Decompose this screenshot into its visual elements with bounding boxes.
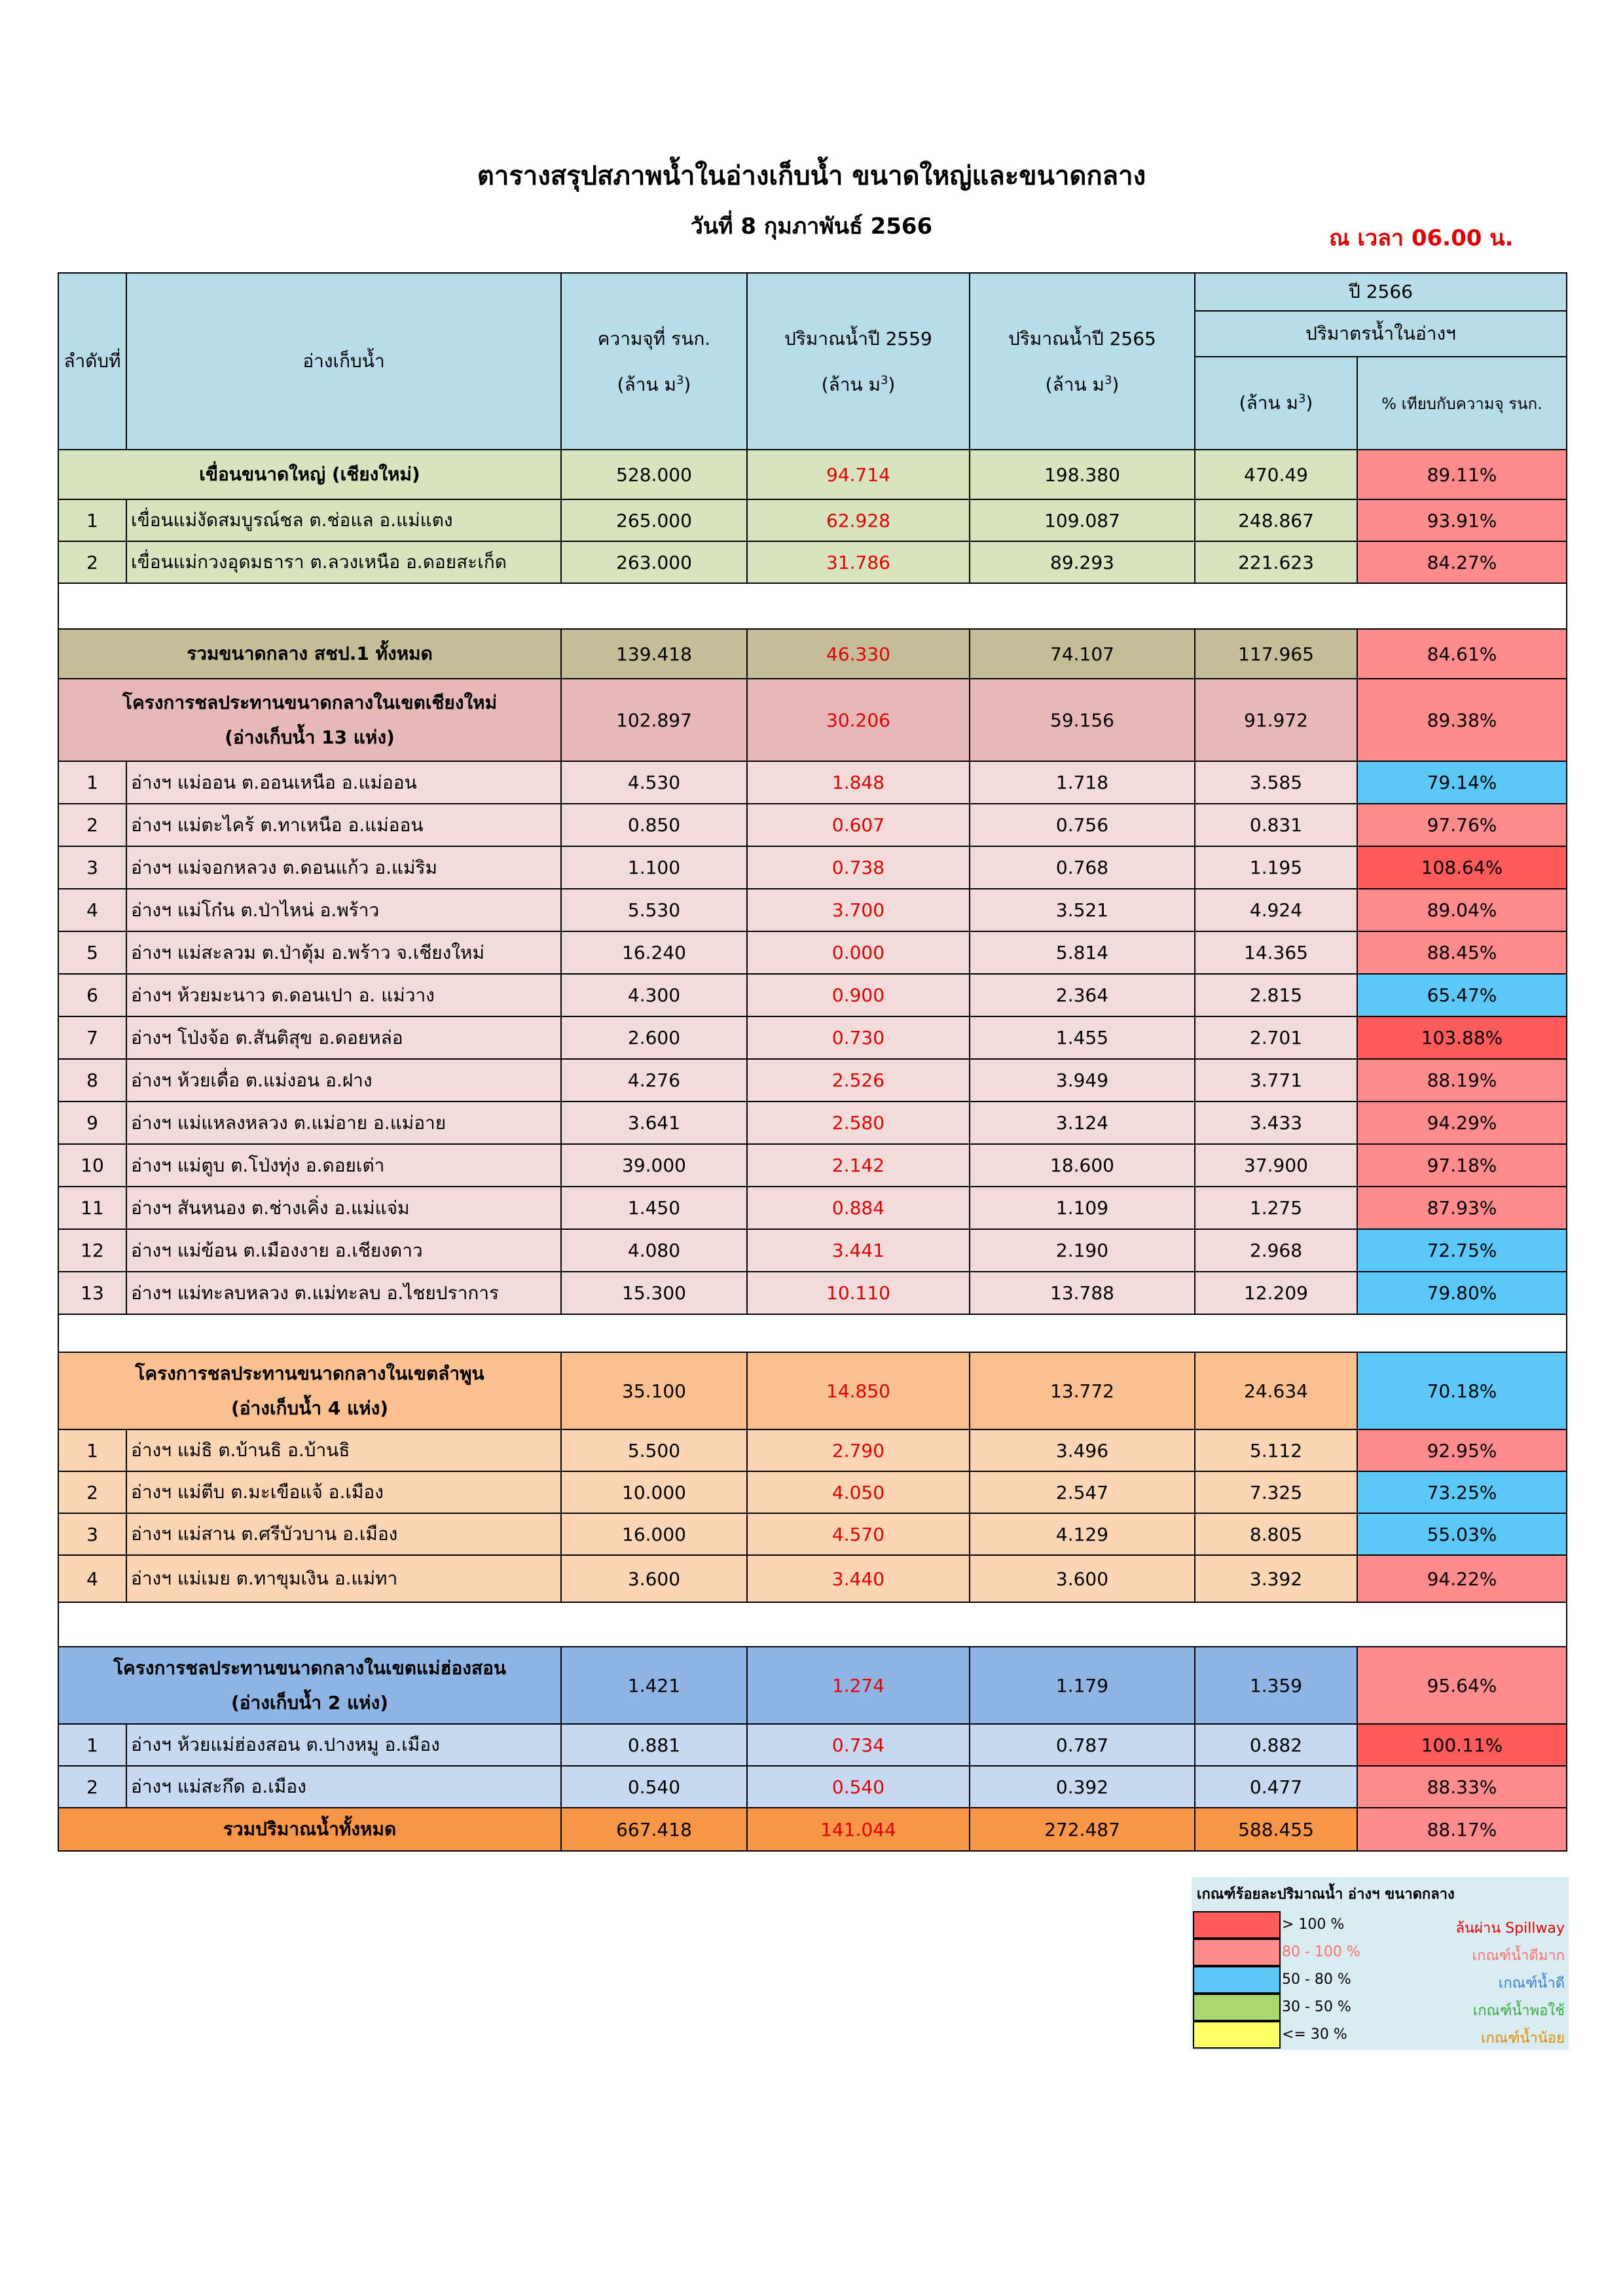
y2559-cell: 0.607 bbox=[747, 804, 970, 846]
y2559-cell: 3.700 bbox=[747, 889, 970, 931]
y2559-cell: 3.440 bbox=[747, 1555, 970, 1602]
y2559-cell: 1.848 bbox=[747, 761, 970, 804]
row-number: 6 bbox=[58, 974, 126, 1016]
legend-range: 80 - 100 % bbox=[1282, 1944, 1360, 1960]
legend-item bbox=[1192, 2021, 1569, 2049]
reservoir-name: อ่างฯ แม่ทะลบหลวง ต.แม่ทะลบ อ.ไชยปราการ bbox=[126, 1272, 561, 1314]
capacity-cell: 2.600 bbox=[561, 1016, 747, 1059]
row-number: 1 bbox=[58, 761, 126, 804]
row-number: 12 bbox=[58, 1229, 126, 1272]
table-row bbox=[58, 1144, 1567, 1187]
current-cell: 91.972 bbox=[1195, 679, 1357, 761]
capacity-cell: 4.276 bbox=[561, 1059, 747, 1102]
y2565-cell: 74.107 bbox=[970, 629, 1195, 679]
y2559-cell: 0.000 bbox=[747, 931, 970, 974]
y2559-cell: 2.790 bbox=[747, 1429, 970, 1471]
legend-label: เกณฑ์น้ำดี bbox=[1498, 1975, 1565, 1992]
group-name bbox=[58, 679, 561, 761]
page-title: ตารางสรุปสภาพน้ำในอ่างเก็บน้ำ ขนาดใหญ่และขนาดกลาง bbox=[477, 161, 1146, 191]
header-no: ลำดับที่ bbox=[58, 273, 126, 450]
table-row bbox=[58, 974, 1567, 1016]
header-capacity-label: ความจุที่ รนก. bbox=[597, 327, 711, 350]
y2559-cell: 2.580 bbox=[747, 1102, 970, 1144]
capacity-cell: 265.000 bbox=[561, 499, 747, 541]
page-date: วันที่ 8 กุมภาพันธ์ 2566 bbox=[690, 213, 933, 240]
percent-cell: 95.64% bbox=[1357, 1647, 1567, 1724]
table-row bbox=[58, 889, 1567, 931]
y2565-cell: 1.179 bbox=[970, 1647, 1195, 1724]
capacity-cell: 263.000 bbox=[561, 541, 747, 583]
percent-cell: 73.25% bbox=[1357, 1471, 1567, 1513]
y2565-cell: 13.772 bbox=[970, 1352, 1195, 1429]
y2559-cell: 0.884 bbox=[747, 1187, 970, 1229]
percent-cell: 108.64% bbox=[1357, 846, 1567, 889]
y2565-cell: 109.087 bbox=[970, 499, 1195, 541]
capacity-cell: 5.500 bbox=[561, 1429, 747, 1471]
y2565-cell: 13.788 bbox=[970, 1272, 1195, 1314]
current-cell: 37.900 bbox=[1195, 1144, 1357, 1187]
y2565-cell: 0.787 bbox=[970, 1724, 1195, 1766]
group-name: เขื่อนขนาดใหญ่ (เชียงใหม่) bbox=[58, 450, 561, 499]
table-row bbox=[58, 1059, 1567, 1102]
group-name bbox=[58, 1647, 561, 1724]
header-year: ปี 2566 bbox=[1195, 273, 1567, 311]
capacity-cell: 102.897 bbox=[561, 679, 747, 761]
current-cell: 0.831 bbox=[1195, 804, 1357, 846]
current-cell: 8.805 bbox=[1195, 1513, 1357, 1555]
row-number: 2 bbox=[58, 1471, 126, 1513]
capacity-cell: 0.881 bbox=[561, 1724, 747, 1766]
legend-range: > 100 % bbox=[1282, 1916, 1345, 1933]
capacity-cell: 0.540 bbox=[561, 1766, 747, 1808]
reservoir-name: อ่างฯ ห้วยแม่ฮ่องสอน ต.ปางหมู อ.เมือง bbox=[126, 1724, 561, 1766]
group-row bbox=[58, 450, 1567, 499]
group-name: รวมปริมาณน้ำทั้งหมด bbox=[58, 1808, 561, 1851]
current-cell: 588.455 bbox=[1195, 1808, 1357, 1851]
row-number: 1 bbox=[58, 1724, 126, 1766]
legend-swatch bbox=[1193, 2021, 1281, 2049]
y2565-cell: 3.521 bbox=[970, 889, 1195, 931]
row-number: 8 bbox=[58, 1059, 126, 1102]
percent-cell: 88.45% bbox=[1357, 931, 1567, 974]
y2559-cell: 14.850 bbox=[747, 1352, 970, 1429]
percent-cell: 72.75% bbox=[1357, 1229, 1567, 1272]
y2565-cell: 5.814 bbox=[970, 931, 1195, 974]
group-name-line2: (อ่างเก็บน้ำ 4 แห่ง) bbox=[230, 1397, 389, 1419]
reservoir-name: อ่างฯ แม่ธิ ต.บ้านธิ อ.บ้านธิ bbox=[126, 1429, 561, 1471]
current-cell: 2.815 bbox=[1195, 974, 1357, 1016]
y2565-cell: 1.455 bbox=[970, 1016, 1195, 1059]
legend-item bbox=[1192, 1966, 1569, 1994]
current-cell: 0.477 bbox=[1195, 1766, 1357, 1808]
header-capacity-unit: (ล้าน ม$^3$) bbox=[617, 373, 691, 395]
percent-cell: 88.17% bbox=[1357, 1808, 1567, 1851]
capacity-cell: 3.600 bbox=[561, 1555, 747, 1602]
reservoir-name: เขื่อนแม่กวงอุดมธารา ต.ลวงเหนือ อ.ดอยสะเก็ด bbox=[126, 541, 561, 583]
y2559-cell: 94.714 bbox=[747, 450, 970, 499]
y2559-cell: 0.540 bbox=[747, 1766, 970, 1808]
percent-cell: 88.33% bbox=[1357, 1766, 1567, 1808]
row-number: 2 bbox=[58, 804, 126, 846]
group-name-line2: (อ่างเก็บน้ำ 2 แห่ง) bbox=[230, 1692, 389, 1713]
header-current-unit: (ล้าน ม$^3$) bbox=[1195, 357, 1357, 450]
y2559-cell: 2.142 bbox=[747, 1144, 970, 1187]
capacity-cell: 10.000 bbox=[561, 1471, 747, 1513]
percent-cell: 103.88% bbox=[1357, 1016, 1567, 1059]
row-number: 1 bbox=[58, 1429, 126, 1471]
current-cell: 3.585 bbox=[1195, 761, 1357, 804]
legend-range: <= 30 % bbox=[1282, 2026, 1347, 2043]
y2559-cell: 46.330 bbox=[747, 629, 970, 679]
y2565-cell: 18.600 bbox=[970, 1144, 1195, 1187]
row-number: 2 bbox=[58, 541, 126, 583]
legend-item bbox=[1192, 1939, 1569, 1966]
header-current: ปริมาตรน้ำในอ่างฯ bbox=[1195, 311, 1567, 357]
current-cell: 4.924 bbox=[1195, 889, 1357, 931]
legend-range: 50 - 80 % bbox=[1282, 1971, 1351, 1988]
y2559-cell: 1.274 bbox=[747, 1647, 970, 1724]
spacer-row bbox=[58, 583, 1567, 629]
table-row bbox=[58, 1272, 1567, 1314]
current-cell: 1.275 bbox=[1195, 1187, 1357, 1229]
legend-range: 30 - 50 % bbox=[1282, 1999, 1351, 2015]
row-number: 13 bbox=[58, 1272, 126, 1314]
current-cell: 3.433 bbox=[1195, 1102, 1357, 1144]
y2559-cell: 0.738 bbox=[747, 846, 970, 889]
group-row bbox=[58, 1352, 1567, 1429]
capacity-cell: 528.000 bbox=[561, 450, 747, 499]
table-row bbox=[58, 931, 1567, 974]
table-row bbox=[58, 1724, 1567, 1766]
current-cell: 1.195 bbox=[1195, 846, 1357, 889]
percent-cell: 79.14% bbox=[1357, 761, 1567, 804]
row-number: 4 bbox=[58, 1555, 126, 1602]
y2559-cell: 0.734 bbox=[747, 1724, 970, 1766]
percent-cell: 92.95% bbox=[1357, 1429, 1567, 1471]
y2559-cell: 62.928 bbox=[747, 499, 970, 541]
legend-swatch bbox=[1193, 1994, 1281, 2021]
y2565-cell: 2.190 bbox=[970, 1229, 1195, 1272]
table-row bbox=[58, 1016, 1567, 1059]
current-cell: 2.701 bbox=[1195, 1016, 1357, 1059]
reservoir-name: อ่างฯ แม่โก๋น ต.ป่าไหน่ อ.พร้าว bbox=[126, 889, 561, 931]
header-name: อ่างเก็บน้ำ bbox=[126, 273, 561, 450]
current-cell: 14.365 bbox=[1195, 931, 1357, 974]
spacer-row bbox=[58, 1314, 1567, 1352]
current-cell: 248.867 bbox=[1195, 499, 1357, 541]
header-capacity bbox=[561, 273, 747, 450]
header-2565-unit: (ล้าน ม$^3$) bbox=[1045, 373, 1120, 395]
current-cell: 7.325 bbox=[1195, 1471, 1357, 1513]
row-number: 11 bbox=[58, 1187, 126, 1229]
group-row bbox=[58, 679, 1567, 761]
y2565-cell: 59.156 bbox=[970, 679, 1195, 761]
y2559-cell: 3.441 bbox=[747, 1229, 970, 1272]
reservoir-table bbox=[58, 272, 1567, 1852]
table-row bbox=[58, 1187, 1567, 1229]
y2565-cell: 0.392 bbox=[970, 1766, 1195, 1808]
table-row bbox=[58, 1429, 1567, 1471]
y2565-cell: 3.600 bbox=[970, 1555, 1195, 1602]
table-row bbox=[58, 761, 1567, 804]
spacer-cell bbox=[58, 1602, 1567, 1647]
current-cell: 470.49 bbox=[1195, 450, 1357, 499]
y2559-cell: 31.786 bbox=[747, 541, 970, 583]
percent-cell: 93.91% bbox=[1357, 499, 1567, 541]
row-number: 3 bbox=[58, 846, 126, 889]
y2565-cell: 4.129 bbox=[970, 1513, 1195, 1555]
capacity-cell: 15.300 bbox=[561, 1272, 747, 1314]
spacer-cell bbox=[58, 1314, 1567, 1352]
legend-item bbox=[1192, 1994, 1569, 2021]
y2565-cell: 3.124 bbox=[970, 1102, 1195, 1144]
percent-cell: 84.61% bbox=[1357, 629, 1567, 679]
percent-cell: 89.11% bbox=[1357, 450, 1567, 499]
row-number: 2 bbox=[58, 1766, 126, 1808]
report-time: ณ เวลา 06.00 น. bbox=[1329, 225, 1514, 251]
row-number: 7 bbox=[58, 1016, 126, 1059]
y2565-cell: 3.496 bbox=[970, 1429, 1195, 1471]
percent-cell: 94.22% bbox=[1357, 1555, 1567, 1602]
group-name bbox=[58, 1352, 561, 1429]
reservoir-name: อ่างฯ แม่ข้อน ต.เมืองงาย อ.เชียงดาว bbox=[126, 1229, 561, 1272]
capacity-cell: 35.100 bbox=[561, 1352, 747, 1429]
reservoir-name: อ่างฯ โป่งจ้อ ต.สันติสุข อ.ดอยหล่อ bbox=[126, 1016, 561, 1059]
row-number: 1 bbox=[58, 499, 126, 541]
reservoir-name: อ่างฯ แม่ตูบ ต.โป่งทุ่ง อ.ดอยเต่า bbox=[126, 1144, 561, 1187]
reservoir-name: อ่างฯ แม่แหลงหลวง ต.แม่อาย อ.แม่อาย bbox=[126, 1102, 561, 1144]
y2565-cell: 1.109 bbox=[970, 1187, 1195, 1229]
capacity-cell: 4.530 bbox=[561, 761, 747, 804]
current-cell: 1.359 bbox=[1195, 1647, 1357, 1724]
table-row bbox=[58, 1102, 1567, 1144]
row-number: 9 bbox=[58, 1102, 126, 1144]
y2559-cell: 4.050 bbox=[747, 1471, 970, 1513]
percent-cell: 55.03% bbox=[1357, 1513, 1567, 1555]
legend bbox=[1192, 1877, 1569, 2050]
percent-cell: 87.93% bbox=[1357, 1187, 1567, 1229]
capacity-cell: 1.450 bbox=[561, 1187, 747, 1229]
current-cell: 24.634 bbox=[1195, 1352, 1357, 1429]
row-number: 5 bbox=[58, 931, 126, 974]
table-row bbox=[58, 1471, 1567, 1513]
reservoir-name: อ่างฯ ห้วยมะนาว ต.ดอนเปา อ. แม่วาง bbox=[126, 974, 561, 1016]
capacity-cell: 0.850 bbox=[561, 804, 747, 846]
y2559-cell: 0.900 bbox=[747, 974, 970, 1016]
percent-cell: 89.38% bbox=[1357, 679, 1567, 761]
reservoir-name: อ่างฯ แม่สะลวม ต.ป่าตุ้ม อ.พร้าว จ.เชียงใหม่ bbox=[126, 931, 561, 974]
reservoir-name: อ่างฯ แม่เมย ต.ทาขุมเงิน อ.แม่ทา bbox=[126, 1555, 561, 1602]
table-row bbox=[58, 804, 1567, 846]
table-row bbox=[58, 846, 1567, 889]
capacity-cell: 4.300 bbox=[561, 974, 747, 1016]
y2559-cell: 30.206 bbox=[747, 679, 970, 761]
row-number: 10 bbox=[58, 1144, 126, 1187]
reservoir-name: อ่างฯ แม่ออน ต.ออนเหนือ อ.แม่ออน bbox=[126, 761, 561, 804]
header-row-1 bbox=[58, 273, 1567, 311]
reservoir-name: อ่างฯ แม่สาน ต.ศรีบัวบาน อ.เมือง bbox=[126, 1513, 561, 1555]
capacity-cell: 5.530 bbox=[561, 889, 747, 931]
row-number: 4 bbox=[58, 889, 126, 931]
legend-item bbox=[1192, 1911, 1569, 1939]
percent-cell: 88.19% bbox=[1357, 1059, 1567, 1102]
y2565-cell: 272.487 bbox=[970, 1808, 1195, 1851]
y2559-cell: 141.044 bbox=[747, 1808, 970, 1851]
current-cell: 117.965 bbox=[1195, 629, 1357, 679]
percent-cell: 70.18% bbox=[1357, 1352, 1567, 1429]
capacity-cell: 3.641 bbox=[561, 1102, 747, 1144]
y2565-cell: 2.364 bbox=[970, 974, 1195, 1016]
y2559-cell: 2.526 bbox=[747, 1059, 970, 1102]
legend-label: ล้นผ่าน Spillway bbox=[1455, 1920, 1565, 1937]
spacer-cell bbox=[58, 583, 1567, 629]
header-2559 bbox=[747, 273, 970, 450]
capacity-cell: 1.100 bbox=[561, 846, 747, 889]
y2559-cell: 4.570 bbox=[747, 1513, 970, 1555]
reservoir-name: อ่างฯ สันหนอง ต.ช่างเคิ่ง อ.แม่แจ่ม bbox=[126, 1187, 561, 1229]
spacer-row bbox=[58, 1602, 1567, 1647]
capacity-cell: 16.000 bbox=[561, 1513, 747, 1555]
percent-cell: 84.27% bbox=[1357, 541, 1567, 583]
group-name-line1: โครงการชลประทานขนาดกลางในเขตเชียงใหม่ bbox=[122, 691, 498, 713]
legend-swatch bbox=[1193, 1966, 1281, 1994]
reservoir-name: เขื่อนแม่งัดสมบูรณ์ชล ต.ช่อแล อ.แม่แตง bbox=[126, 499, 561, 541]
capacity-cell: 39.000 bbox=[561, 1144, 747, 1187]
capacity-cell: 4.080 bbox=[561, 1229, 747, 1272]
group-name-line1: โครงการชลประทานขนาดกลางในเขตแม่ฮ่องสอน bbox=[113, 1657, 507, 1679]
percent-cell: 89.04% bbox=[1357, 889, 1567, 931]
header-2559-label: ปริมาณน้ำปี 2559 bbox=[784, 327, 932, 350]
current-cell: 221.623 bbox=[1195, 541, 1357, 583]
legend-label: เกณฑ์น้ำพอใช้ bbox=[1472, 2003, 1565, 2019]
percent-cell: 65.47% bbox=[1357, 974, 1567, 1016]
current-cell: 5.112 bbox=[1195, 1429, 1357, 1471]
group-name: รวมขนาดกลาง สชป.1 ทั้งหมด bbox=[58, 629, 561, 679]
table-row bbox=[58, 1766, 1567, 1808]
current-cell: 2.968 bbox=[1195, 1229, 1357, 1272]
capacity-cell: 667.418 bbox=[561, 1808, 747, 1851]
current-cell: 3.392 bbox=[1195, 1555, 1357, 1602]
legend-swatch bbox=[1193, 1939, 1281, 1966]
header-2565 bbox=[970, 273, 1195, 450]
group-row bbox=[58, 1808, 1567, 1851]
capacity-cell: 16.240 bbox=[561, 931, 747, 974]
reservoir-name: อ่างฯ แม่จอกหลวง ต.ดอนแก้ว อ.แม่ริม bbox=[126, 846, 561, 889]
y2565-cell: 3.949 bbox=[970, 1059, 1195, 1102]
capacity-cell: 1.421 bbox=[561, 1647, 747, 1724]
y2565-cell: 2.547 bbox=[970, 1471, 1195, 1513]
capacity-cell: 139.418 bbox=[561, 629, 747, 679]
header-2559-unit: (ล้าน ม$^3$) bbox=[821, 373, 896, 395]
percent-cell: 94.29% bbox=[1357, 1102, 1567, 1144]
percent-cell: 100.11% bbox=[1357, 1724, 1567, 1766]
header-pct: % เทียบกับความจุ รนก. bbox=[1357, 357, 1567, 450]
current-cell: 12.209 bbox=[1195, 1272, 1357, 1314]
group-name-line2: (อ่างเก็บน้ำ 13 แห่ง) bbox=[225, 726, 395, 748]
legend-title: เกณฑ์ร้อยละปริมาณน้ำ อ่างฯ ขนาดกลาง bbox=[1197, 1886, 1455, 1903]
header-2565-label: ปริมาณน้ำปี 2565 bbox=[1008, 327, 1156, 350]
y2565-cell: 198.380 bbox=[970, 450, 1195, 499]
group-row bbox=[58, 629, 1567, 679]
y2565-cell: 1.718 bbox=[970, 761, 1195, 804]
legend-label: เกณฑ์น้ำน้อย bbox=[1480, 2030, 1565, 2047]
y2565-cell: 89.293 bbox=[970, 541, 1195, 583]
reservoir-name: อ่างฯ แม่ตะไคร้ ต.ทาเหนือ อ.แม่ออน bbox=[126, 804, 561, 846]
y2559-cell: 0.730 bbox=[747, 1016, 970, 1059]
current-cell: 3.771 bbox=[1195, 1059, 1357, 1102]
table-row bbox=[58, 541, 1567, 583]
percent-cell: 79.80% bbox=[1357, 1272, 1567, 1314]
group-name-line1: โครงการชลประทานขนาดกลางในเขตลำพูน bbox=[135, 1362, 484, 1384]
table-row bbox=[58, 499, 1567, 541]
table-row bbox=[58, 1513, 1567, 1555]
legend-label: เกณฑ์น้ำดีมาก bbox=[1472, 1948, 1565, 1964]
reservoir-name: อ่างฯ แม่สะกึด อ.เมือง bbox=[126, 1766, 561, 1808]
percent-cell: 97.18% bbox=[1357, 1144, 1567, 1187]
current-cell: 0.882 bbox=[1195, 1724, 1357, 1766]
y2565-cell: 0.768 bbox=[970, 846, 1195, 889]
y2559-cell: 10.110 bbox=[747, 1272, 970, 1314]
row-number: 3 bbox=[58, 1513, 126, 1555]
table-row bbox=[58, 1229, 1567, 1272]
table-row bbox=[58, 1555, 1567, 1602]
percent-cell: 97.76% bbox=[1357, 804, 1567, 846]
reservoir-name: อ่างฯ แม่ตีบ ต.มะเขือแจ้ อ.เมือง bbox=[126, 1471, 561, 1513]
group-row bbox=[58, 1647, 1567, 1724]
reservoir-name: อ่างฯ ห้วยเดื่อ ต.แม่งอน อ.ฝาง bbox=[126, 1059, 561, 1102]
y2565-cell: 0.756 bbox=[970, 804, 1195, 846]
legend-swatch bbox=[1193, 1911, 1281, 1939]
